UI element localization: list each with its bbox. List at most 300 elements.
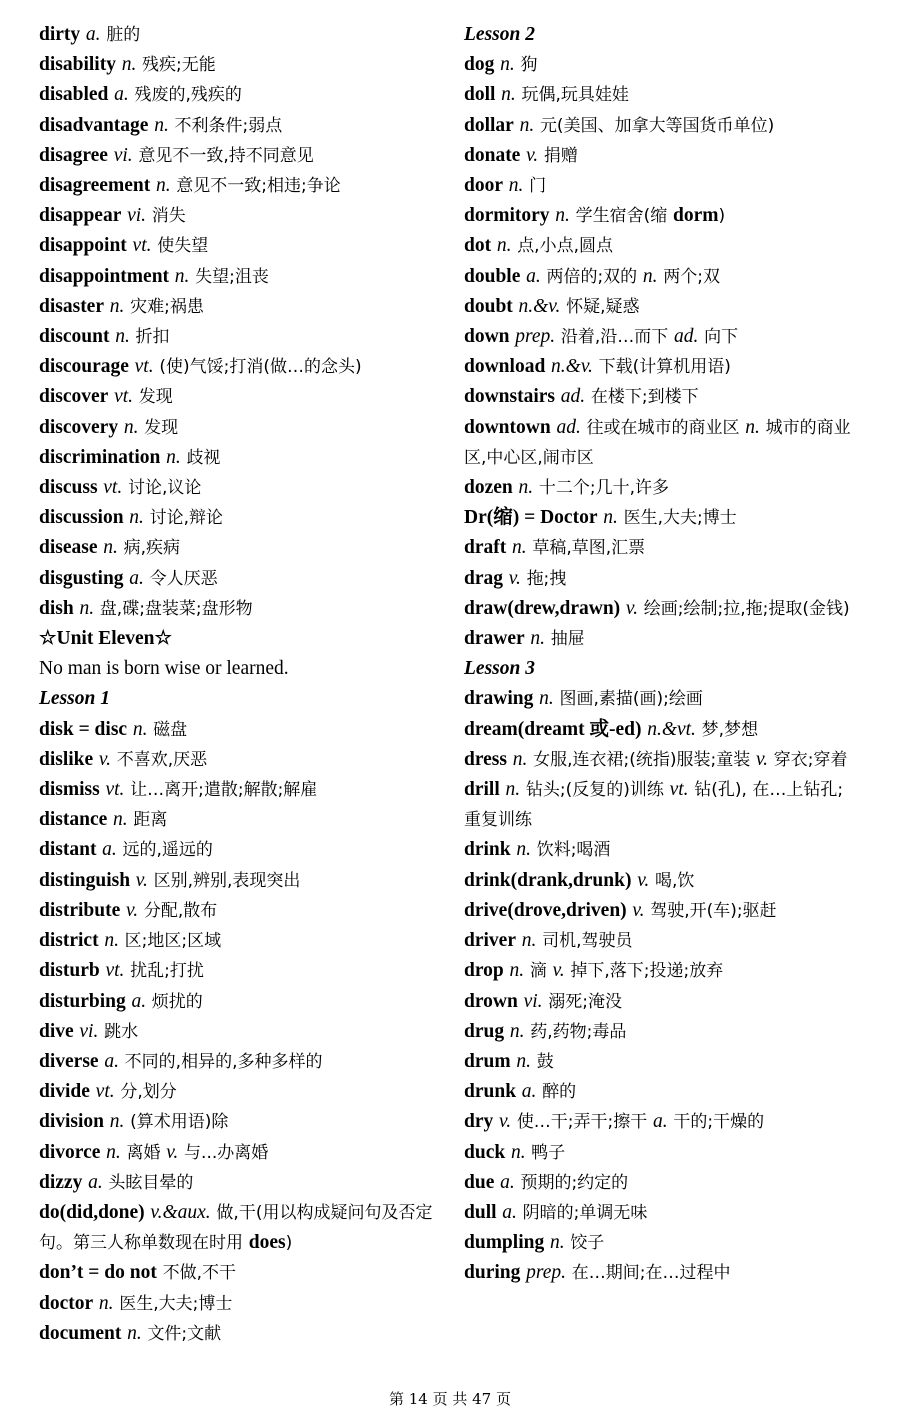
- lesson-title: Lesson 3: [464, 658, 535, 680]
- vocab-entry: [464, 896, 859, 926]
- part-of-speech: ad.: [556, 416, 581, 438]
- part-of-speech: n.: [508, 175, 524, 197]
- part-of-speech: n.: [518, 477, 534, 499]
- part-of-speech: n.: [174, 265, 190, 287]
- part-of-speech: n.: [129, 507, 144, 529]
- vocab-entry: [39, 775, 444, 805]
- part-of-speech: n.: [549, 1232, 565, 1254]
- part-of-speech: vt.: [114, 386, 134, 408]
- definition: 脏的: [106, 25, 141, 45]
- vocab-entry: [39, 80, 444, 110]
- vocab-entry: [464, 1198, 859, 1228]
- headword: district: [39, 930, 99, 952]
- vocab-entry: [464, 956, 859, 986]
- headword: disaster: [39, 295, 104, 317]
- part-of-speech: a.: [102, 839, 117, 861]
- part-of-speech: n.: [109, 295, 125, 317]
- headword: drink: [464, 839, 511, 861]
- part-of-speech: v.: [755, 748, 769, 770]
- vocab-entry: [464, 1168, 859, 1198]
- definition: 距离: [133, 810, 168, 831]
- vocab-entry: [39, 20, 444, 50]
- part-of-speech: a.: [131, 990, 147, 1012]
- definition: 不喜欢,厌恶: [116, 749, 208, 770]
- part-of-speech: vi.: [523, 990, 543, 1012]
- vocab-entry: [39, 1077, 444, 1107]
- part-of-speech: vi.: [113, 144, 133, 166]
- vocab-entry: [39, 745, 444, 775]
- headword: disappear: [39, 205, 122, 227]
- headword: dull: [464, 1201, 497, 1223]
- headword: drink(drank,drunk): [464, 869, 632, 891]
- definition: 不利条件;弱点: [174, 115, 283, 136]
- definition: 两倍的;双的: [546, 266, 638, 287]
- headword: downtown: [464, 416, 551, 438]
- definition: 梦,梦想: [701, 719, 759, 740]
- vocab-entry: [464, 50, 859, 80]
- part-of-speech: v.: [552, 960, 565, 982]
- vocab-entry: [464, 171, 859, 201]
- part-of-speech: a.: [114, 84, 129, 106]
- vocab-entry: [464, 503, 859, 533]
- definition: 钻头;(反复的)训练: [525, 780, 664, 801]
- vocab-entry: [39, 1047, 444, 1077]
- part-of-speech: n.: [166, 446, 181, 468]
- definition: 溺死;淹没: [548, 991, 622, 1012]
- part-of-speech: a.: [653, 1111, 668, 1133]
- vocab-entry: [464, 262, 859, 292]
- definition: 醉的: [542, 1082, 577, 1103]
- part-of-speech: n.: [115, 326, 130, 348]
- part-of-speech: vt.: [669, 779, 689, 801]
- part-of-speech: n.: [501, 84, 516, 106]
- part-of-speech: n.: [98, 1292, 114, 1314]
- definition: 歧视: [186, 447, 221, 468]
- part-of-speech: a.: [104, 1050, 119, 1072]
- vocab-entry: [39, 866, 444, 896]
- vocab-entry: [464, 1258, 859, 1288]
- part-of-speech: n.: [521, 930, 537, 952]
- headword-inline: dorm: [673, 205, 719, 227]
- headword: drill: [464, 779, 500, 801]
- definition: 绘画;绘制;拉,拖;提取(金钱): [643, 598, 850, 619]
- definition: 狗: [520, 55, 538, 76]
- headword: disability: [39, 54, 116, 76]
- headword: drug: [464, 1020, 505, 1042]
- definition: 消失: [151, 206, 186, 227]
- definition: 城市的商业区,中心区,闹市区: [464, 417, 851, 468]
- headword: distant: [39, 839, 97, 861]
- part-of-speech: v.: [126, 899, 139, 921]
- vocab-entry: [39, 322, 444, 352]
- part-of-speech: vi.: [79, 1020, 99, 1042]
- headword: drawer: [464, 628, 525, 650]
- unit-heading: [39, 624, 444, 654]
- definition: (算术用语)除: [130, 1112, 229, 1133]
- definition: 在楼下;到楼下: [590, 387, 699, 408]
- vocab-entry: [39, 1138, 444, 1168]
- definition: 饮料;喝酒: [536, 840, 611, 861]
- part-of-speech: a.: [526, 265, 541, 287]
- vocab-entry: [39, 171, 444, 201]
- definition: 两个;双: [663, 266, 721, 287]
- headword: dozen: [464, 477, 513, 499]
- headword: disgusting: [39, 567, 124, 589]
- vocab-entry: [464, 1047, 859, 1077]
- headword: discussion: [39, 507, 124, 529]
- part-of-speech: n.: [121, 54, 137, 76]
- definition: 沿着,沿…而下: [560, 327, 669, 348]
- vocab-entry: [39, 564, 444, 594]
- vocab-entry: [39, 1107, 444, 1137]
- part-of-speech: v.: [166, 1141, 179, 1163]
- headword: disagreement: [39, 175, 151, 197]
- headword: divorce: [39, 1141, 101, 1163]
- definition: 女服,连衣裙;(统指)服装;童装: [533, 749, 751, 770]
- headword: dive: [39, 1020, 74, 1042]
- vocab-entry: [39, 111, 444, 141]
- definition: 穿衣;穿着: [773, 749, 848, 770]
- part-of-speech: n.: [509, 1020, 525, 1042]
- definition: 点,小点,圆点: [517, 236, 613, 257]
- definition: 讨论,辩论: [149, 508, 224, 529]
- headword: dish: [39, 597, 74, 619]
- part-of-speech: n.: [154, 114, 169, 136]
- definition: 鼓: [536, 1051, 554, 1072]
- definition: 发现: [138, 387, 173, 408]
- part-of-speech: vt.: [103, 477, 123, 499]
- vocab-entry: [464, 684, 859, 714]
- vocab-entry: [464, 352, 859, 382]
- headword: distance: [39, 809, 108, 831]
- vocab-entry: [464, 835, 859, 865]
- definition: 不做,不干: [162, 1263, 236, 1284]
- headword: do(did,done): [39, 1201, 145, 1223]
- definition: 药,药物;毒品: [530, 1021, 627, 1042]
- part-of-speech: n.: [603, 507, 618, 529]
- part-of-speech: v.: [135, 869, 148, 891]
- part-of-speech: v.: [498, 1111, 512, 1133]
- definition: 盘,碟;盘装菜;盘形物: [99, 598, 253, 619]
- definition: 在…期间;在…过程中: [571, 1263, 731, 1284]
- part-of-speech: n.: [510, 1141, 526, 1163]
- part-of-speech: n.: [106, 1141, 121, 1163]
- vocab-entry: [39, 413, 444, 443]
- part-of-speech: a.: [502, 1201, 517, 1223]
- definition: 病,疾病: [123, 538, 180, 559]
- headword: dot: [464, 235, 492, 257]
- definition: 怀疑,疑惑: [566, 296, 640, 317]
- vocab-entry: [39, 1168, 444, 1198]
- definition: 元(美国、加拿大等国货币单位): [539, 115, 775, 136]
- vocab-entry: [39, 473, 444, 503]
- definition: 扰乱;打扰: [130, 961, 204, 982]
- vocab-entry: [39, 1289, 444, 1319]
- headword: division: [39, 1111, 105, 1133]
- vocab-entry: [464, 715, 859, 745]
- headword: draw(drew,drawn): [464, 597, 621, 619]
- headword: down: [464, 326, 510, 348]
- headword: doll: [464, 84, 496, 106]
- headword: during: [464, 1262, 521, 1284]
- part-of-speech: n.: [530, 628, 546, 650]
- definition: 离婚: [126, 1142, 161, 1163]
- vocab-entry: [39, 292, 444, 322]
- definition: 分配,散布: [143, 900, 218, 921]
- vocab-entry: [39, 1017, 444, 1047]
- vocab-entry: [464, 473, 859, 503]
- headword: downstairs: [464, 386, 556, 408]
- lesson-heading: [464, 654, 859, 684]
- vocab-entry: [464, 987, 859, 1017]
- part-of-speech: n.: [516, 839, 531, 861]
- vocab-entry: [464, 624, 859, 654]
- part-of-speech: v.: [637, 869, 650, 891]
- part-of-speech: v.: [625, 597, 639, 619]
- headword: discrimination: [39, 446, 161, 468]
- vocab-entry: [39, 1319, 444, 1349]
- vocab-entry: [464, 1228, 859, 1258]
- definition: 使失望: [157, 236, 209, 257]
- part-of-speech: v.: [526, 144, 539, 166]
- definition: 学生宿舍(缩: [575, 206, 668, 227]
- vocab-entry: [464, 80, 859, 110]
- right-column: [464, 20, 859, 1289]
- part-of-speech: vt.: [132, 235, 152, 257]
- definition: 玩偶,玩具娃娃: [521, 85, 629, 106]
- headword: due: [464, 1171, 495, 1193]
- definition: 预期的;约定的: [520, 1172, 629, 1193]
- definition: 干的;干燥的: [673, 1112, 765, 1133]
- definition: 阴暗的;单调无味: [522, 1202, 648, 1223]
- headword: drum: [464, 1050, 511, 1072]
- part-of-speech: n.: [555, 205, 570, 227]
- part-of-speech: ad.: [560, 386, 586, 408]
- part-of-speech: v.&aux.: [150, 1201, 211, 1223]
- lesson-heading: [39, 684, 444, 714]
- headword: dream(dreamt 或-ed): [464, 718, 642, 740]
- definition: 掉下,落下;投递;放弃: [570, 961, 724, 982]
- definition: 医生,大夫;博士: [119, 1293, 233, 1314]
- part-of-speech: vi.: [127, 205, 147, 227]
- headword: divide: [39, 1081, 90, 1103]
- headword: distinguish: [39, 869, 131, 891]
- headword: disease: [39, 537, 98, 559]
- part-of-speech: a.: [521, 1081, 537, 1103]
- part-of-speech: n.: [123, 416, 139, 438]
- definition: 十二个;几十,许多: [538, 478, 669, 499]
- headword: diverse: [39, 1050, 99, 1072]
- definition: 远的,遥远的: [122, 840, 213, 861]
- definition: 使…干;弄干;擦干: [516, 1112, 648, 1133]
- part-of-speech: n.&v.: [518, 295, 561, 317]
- definition: 鸭子: [531, 1142, 566, 1163]
- closing-paren: ): [285, 1233, 293, 1254]
- vocab-entry: [464, 111, 859, 141]
- vocab-entry: [464, 1138, 859, 1168]
- part-of-speech: v.: [98, 748, 112, 770]
- definition: 抽屉: [550, 629, 585, 650]
- vocab-entry: [464, 866, 859, 896]
- part-of-speech: a.: [129, 567, 144, 589]
- part-of-speech: prep.: [526, 1262, 566, 1284]
- vocab-entry: [39, 141, 444, 171]
- definition: 失望;沮丧: [195, 266, 269, 287]
- vocab-entry: [39, 1258, 444, 1288]
- definition: 让…离开;遣散;解散;解雇: [130, 780, 318, 801]
- definition: 发现: [144, 417, 179, 438]
- part-of-speech: a.: [500, 1171, 515, 1193]
- definition: 磁盘: [153, 719, 188, 740]
- part-of-speech: n.: [500, 54, 515, 76]
- vocab-entry: [39, 382, 444, 412]
- headword: disturb: [39, 960, 100, 982]
- vocab-entry: [39, 1198, 444, 1258]
- vocab-entry: [464, 533, 859, 563]
- headword: dislike: [39, 748, 94, 770]
- headword: dry: [464, 1111, 494, 1133]
- definition: 往或在城市的商业区: [586, 417, 740, 438]
- definition: 折扣: [135, 327, 170, 348]
- headword: donate: [464, 144, 521, 166]
- headword: drunk: [464, 1081, 517, 1103]
- definition: 驾驶,开(车);驱赶: [650, 900, 777, 921]
- definition: 区;地区;区域: [124, 931, 222, 952]
- definition: 残废的,残疾的: [134, 85, 242, 106]
- definition: 喝,饮: [655, 870, 695, 891]
- vocab-entry: [39, 533, 444, 563]
- definition: 令人厌恶: [149, 568, 218, 589]
- vocab-entry: [39, 926, 444, 956]
- headword: disturbing: [39, 990, 126, 1012]
- vocab-entry: [464, 1107, 859, 1137]
- vocab-entry: [464, 1077, 859, 1107]
- vocab-entry: [464, 201, 859, 231]
- vocab-entry: [39, 835, 444, 865]
- part-of-speech: n.: [642, 265, 658, 287]
- vocab-entry: [39, 352, 444, 382]
- headword: discount: [39, 326, 110, 348]
- vocab-entry: [39, 715, 444, 745]
- part-of-speech: n.&v.: [551, 356, 593, 378]
- part-of-speech: n.: [112, 809, 128, 831]
- definition: 拖;拽: [526, 568, 567, 589]
- headword: drawing: [464, 688, 534, 710]
- definition: 门: [529, 176, 547, 197]
- part-of-speech: n.: [127, 1322, 142, 1344]
- headword: Dr(缩) = Doctor: [464, 507, 598, 529]
- definition: 草稿,草图,汇票: [532, 538, 646, 559]
- headword: disagree: [39, 144, 108, 166]
- headword: doubt: [464, 295, 513, 317]
- headword: draft: [464, 537, 507, 559]
- vocab-entry: [39, 201, 444, 231]
- vocab-entry: [464, 926, 859, 956]
- vocab-entry: [39, 896, 444, 926]
- headword: disabled: [39, 84, 109, 106]
- definition: 讨论,议论: [127, 478, 202, 499]
- vocab-entry: [464, 382, 859, 412]
- definition: 分,划分: [120, 1082, 177, 1103]
- headword: discuss: [39, 477, 98, 499]
- headword: download: [464, 356, 546, 378]
- headword: door: [464, 175, 503, 197]
- closing-paren: ): [718, 206, 726, 227]
- part-of-speech: n.: [505, 779, 521, 801]
- headword: drown: [464, 990, 518, 1012]
- vocab-entry: [39, 805, 444, 835]
- part-of-speech: v.: [508, 567, 521, 589]
- vocab-entry: [464, 413, 859, 473]
- headword: driver: [464, 930, 516, 952]
- part-of-speech: n.: [79, 597, 95, 619]
- vocab-entry: [39, 594, 444, 624]
- headword: double: [464, 265, 521, 287]
- headword: disappointment: [39, 265, 170, 287]
- headword: dirty: [39, 24, 81, 45]
- headword: distribute: [39, 899, 121, 921]
- definition: 不同的,相异的,多种多样的: [124, 1051, 323, 1072]
- part-of-speech: n.: [496, 235, 512, 257]
- left-column: [39, 20, 444, 1349]
- part-of-speech: vt.: [105, 960, 125, 982]
- headword: disadvantage: [39, 114, 149, 136]
- page-footer: 第 14 页 共 47 页: [388, 1390, 511, 1408]
- headword: discovery: [39, 416, 119, 438]
- definition: 饺子: [570, 1233, 605, 1254]
- headword: dumpling: [464, 1232, 545, 1254]
- motto-text: No man is born wise or learned.: [39, 658, 289, 680]
- vocab-entry: [464, 1017, 859, 1047]
- definition: (使)气馁;打消(做…的念头): [159, 357, 362, 378]
- part-of-speech: a.: [88, 1171, 103, 1193]
- headword: dog: [464, 54, 495, 76]
- definition: 向下: [704, 327, 739, 348]
- vocab-entry: [464, 564, 859, 594]
- definition: 滴: [529, 961, 547, 982]
- part-of-speech: v.: [632, 899, 645, 921]
- headword-inline: does: [248, 1232, 286, 1254]
- part-of-speech: n.: [511, 537, 527, 559]
- definition: 钻(孔), 在…上钻孔;重复训练: [464, 780, 844, 831]
- definition: 与...办离婚: [184, 1142, 269, 1163]
- vocab-entry: [39, 987, 444, 1017]
- headword: dormitory: [464, 205, 550, 227]
- part-of-speech: vt.: [105, 779, 125, 801]
- definition: 残疾;无能: [142, 55, 216, 76]
- part-of-speech: n.: [745, 416, 760, 438]
- headword: drive(drove,driven): [464, 899, 627, 921]
- definition: 下载(计算机用语): [598, 357, 731, 378]
- definition: 司机,驾驶员: [542, 931, 633, 952]
- headword: dollar: [464, 114, 514, 136]
- unit-title: ☆Unit Eleven☆: [39, 628, 173, 650]
- definition: 烦扰的: [151, 991, 203, 1012]
- headword: disappoint: [39, 235, 127, 257]
- headword: drop: [464, 960, 504, 982]
- vocab-entry: [39, 50, 444, 80]
- definition: 做,干(用以构成疑问句及否定句。第三人称单数现在时用: [39, 1202, 433, 1254]
- part-of-speech: a.: [85, 24, 101, 45]
- part-of-speech: n.: [109, 1111, 125, 1133]
- definition: 头眩目晕的: [108, 1172, 194, 1193]
- headword: dizzy: [39, 1171, 83, 1193]
- headword: doctor: [39, 1292, 94, 1314]
- headword: dress: [464, 748, 507, 770]
- vocab-entry: [464, 745, 859, 775]
- definition: 捐赠: [543, 145, 578, 166]
- vocab-entry: [464, 322, 859, 352]
